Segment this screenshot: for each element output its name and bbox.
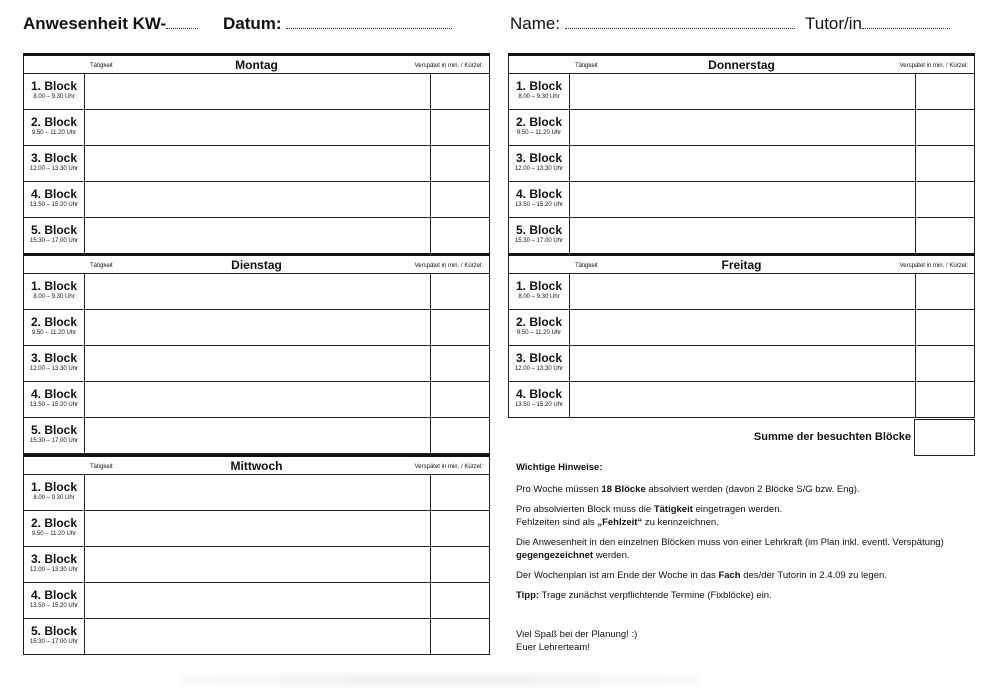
day-section-freitag [508,253,975,418]
late-field[interactable] [916,346,975,382]
block-label-cell [24,274,85,310]
block-name: 4. Block [30,187,78,201]
table-row [24,511,490,547]
note-emphasis: Fach [718,570,741,581]
table-row [24,274,490,310]
summary-total-field[interactable] [914,419,975,456]
note-countersign [516,536,956,562]
activity-field[interactable] [570,310,916,346]
block-time: 15.30 – 17.00 Uhr [29,438,79,444]
block-name: 4. Block [30,387,78,401]
block-time: 12.00 – 13.30 Uhr [514,366,564,372]
block-label-cell [24,74,85,110]
block-name: 2. Block [30,315,78,329]
datum-label: Datum: [223,14,282,33]
activity-field[interactable] [85,382,431,418]
table-row [24,547,490,583]
table-row [509,110,975,146]
block-name: 2. Block [515,115,563,129]
late-field[interactable] [431,146,490,182]
activity-field[interactable] [85,146,431,182]
activity-column-label: Tätigkeit [90,63,113,69]
late-field[interactable] [431,547,490,583]
block-label-cell [24,475,85,511]
late-field[interactable] [431,475,490,511]
late-field[interactable] [431,619,490,655]
late-field[interactable] [431,218,490,254]
late-column-label: Verspätet in min. / Kürzel: [414,63,483,69]
block-time: 15.30 – 17.00 Uhr [29,639,79,645]
block-label-cell [509,310,570,346]
activity-field[interactable] [85,619,431,655]
notes-section [516,461,956,654]
datum-header [223,14,452,34]
block-time: 12.00 – 13.30 Uhr [29,366,79,372]
tutor-label: Tutor/in [805,14,863,33]
block-name: 1. Block [30,480,78,494]
kw-label: Anwesenheit KW- [23,14,167,33]
block-label-cell [24,146,85,182]
day-header-donnerstag [508,56,975,73]
late-field[interactable] [431,511,490,547]
late-column-label: Verspätet in min. / Kürzel: [414,464,483,470]
block-label-cell [24,547,85,583]
activity-column-label: Tätigkeit [90,464,113,470]
note-tip [516,589,956,602]
block-time: 13.50 – 15.20 Uhr [514,402,564,408]
late-column-label: Verspätet in min. / Kürzel: [899,263,968,269]
late-field[interactable] [431,583,490,619]
late-field[interactable] [916,182,975,218]
table-row [509,382,975,418]
block-label-cell [509,110,570,146]
block-label-cell [24,218,85,254]
note-text: Pro Woche müssen [516,484,602,495]
day-section-dienstag [23,253,490,454]
block-label-cell [24,418,85,454]
block-label-cell [24,583,85,619]
day-section-montag [23,53,490,254]
note-closing-2: Euer Lehrerteam! [516,642,590,653]
activity-field[interactable] [570,382,916,418]
block-label-cell [509,346,570,382]
block-time: 8.00 – 9.30 Uhr [518,294,560,300]
note-text: Fehlzeiten sind als [516,517,598,528]
activity-field[interactable] [85,310,431,346]
late-field[interactable] [916,310,975,346]
block-label-cell [24,110,85,146]
tutor-field[interactable] [862,14,950,29]
activity-field[interactable] [85,274,431,310]
activity-field[interactable] [570,182,916,218]
note-activity [516,503,956,529]
name-label: Name: [510,14,561,33]
late-field[interactable] [916,382,975,418]
day-name: Freitag [721,258,762,272]
block-time: 9.50 – 11.20 Uhr [31,531,77,537]
block-label-cell [24,310,85,346]
table-row [24,182,490,218]
block-name: 3. Block [30,552,78,566]
late-field[interactable] [916,274,975,310]
note-text: Pro absolvierten Block muss die [516,504,654,515]
late-column-label: Verspätet in min. / Kürzel: [899,63,968,69]
block-label-cell [509,382,570,418]
note-emphasis: Tipp: [516,590,540,601]
day-section-mittwoch [23,454,490,655]
late-field[interactable] [431,346,490,382]
day-section-donnerstag [508,53,975,254]
late-field[interactable] [431,74,490,110]
table-row [509,146,975,182]
note-emphasis: 18 Blöcke [601,484,646,495]
block-name: 4. Block [515,387,563,401]
activity-field[interactable] [85,418,431,454]
block-label-cell [509,182,570,218]
block-name: 3. Block [30,351,78,365]
table-row [24,74,490,110]
late-field[interactable] [916,218,975,254]
block-name: 5. Block [515,223,563,237]
table-row [509,218,975,254]
kw-field[interactable] [166,14,198,29]
late-column-label: Verspätet in min. / Kürzel: [414,263,483,269]
day-header-freitag [508,256,975,273]
table-row [509,274,975,310]
note-closing-1: Viel Spaß bei der Planung! :) [516,629,638,640]
block-label-cell [24,619,85,655]
table-row [509,182,975,218]
block-time: 13.50 – 15.20 Uhr [514,202,564,208]
block-time: 9.50 – 11.20 Uhr [31,130,77,136]
note-text: zu kennzeichnen. [642,517,719,528]
block-table-freitag [508,273,975,418]
block-label-cell [509,274,570,310]
block-table-donnerstag [508,73,975,254]
table-row [24,218,490,254]
block-table-dienstag [23,273,490,454]
block-time: 15.30 – 17.00 Uhr [29,238,79,244]
block-name: 2. Block [30,516,78,530]
table-row [24,110,490,146]
summary-label: Summe der besuchten Blöcke [753,431,911,443]
block-time: 9.50 – 11.20 Uhr [31,330,77,336]
block-time: 12.00 – 13.30 Uhr [514,166,564,172]
table-row [24,619,490,655]
datum-field[interactable] [286,14,452,29]
page-shadow [180,672,700,688]
block-time: 8.00 – 9.30 Uhr [518,94,560,100]
block-name: 1. Block [515,79,563,93]
activity-field[interactable] [85,218,431,254]
block-time: 13.50 – 15.20 Uhr [29,202,79,208]
activity-column-label: Tätigkeit [90,263,113,269]
block-table-mittwoch [23,474,490,655]
block-name: 4. Block [30,588,78,602]
block-name: 1. Block [30,279,78,293]
block-time: 9.50 – 11.20 Uhr [516,330,562,336]
note-emphasis: gegengezeichnet [516,550,594,561]
block-name: 1. Block [30,79,78,93]
block-time: 12.00 – 13.30 Uhr [29,166,79,172]
block-label-cell [509,218,570,254]
kw-header [23,14,198,34]
block-label-cell [24,182,85,218]
day-name: Montag [235,58,278,72]
activity-field[interactable] [570,74,916,110]
block-time: 13.50 – 15.20 Uhr [29,603,79,609]
note-text: werden. [593,550,630,561]
note-emphasis: Tätigkeit [653,504,693,515]
block-time: 13.50 – 15.20 Uhr [29,402,79,408]
note-text: des/der Tutorin in 2.4.09 zu legen. [740,570,887,581]
activity-field[interactable] [570,146,916,182]
name-field[interactable] [565,14,795,29]
note-text: Die Anwesenheit in den einzelnen Blöcken muss von einer Lehrkraft (im Plan inkl. eventl. Verspätung) [516,537,944,548]
tutor-header [805,14,950,34]
block-name: 2. Block [515,315,563,329]
block-name: 3. Block [30,151,78,165]
note-emphasis: „Fehlzeit“ [597,517,643,528]
activity-field[interactable] [85,74,431,110]
block-name: 3. Block [515,351,563,365]
block-label-cell [24,511,85,547]
table-row [24,382,490,418]
late-field[interactable] [916,146,975,182]
block-label-cell [509,146,570,182]
day-header-mittwoch [23,457,490,474]
note-submission [516,569,956,582]
summary-row [508,419,975,455]
block-time: 12.00 – 13.30 Uhr [29,567,79,573]
table-row [24,146,490,182]
notes-title: Wichtige Hinweise: [516,462,603,473]
table-row [24,418,490,454]
block-label-cell [24,346,85,382]
day-name: Donnerstag [708,58,775,72]
note-text: eingetragen werden. [692,504,783,515]
note-text: Trage zunächst verpflichtende Termine (Fixblöcke) ein. [539,590,772,601]
activity-field[interactable] [85,583,431,619]
late-field[interactable] [431,274,490,310]
late-field[interactable] [431,310,490,346]
day-header-dienstag [23,256,490,273]
day-name: Mittwoch [230,459,283,473]
block-label-cell [24,382,85,418]
table-row [24,310,490,346]
late-field[interactable] [431,182,490,218]
late-field[interactable] [916,110,975,146]
activity-field[interactable] [570,218,916,254]
late-field[interactable] [431,418,490,454]
block-name: 5. Block [30,624,78,638]
block-table-montag [23,73,490,254]
table-row [509,346,975,382]
name-header [510,14,795,34]
block-time: 8.00 – 9.30 Uhr [33,94,75,100]
activity-column-label: Tätigkeit [575,263,598,269]
block-time: 9.50 – 11.20 Uhr [516,130,562,136]
activity-field[interactable] [85,110,431,146]
block-label-cell [509,74,570,110]
table-row [509,310,975,346]
table-row [24,475,490,511]
activity-field[interactable] [85,547,431,583]
activity-field[interactable] [85,475,431,511]
day-header-montag [23,56,490,73]
table-row [24,346,490,382]
activity-field[interactable] [570,110,916,146]
activity-field[interactable] [570,274,916,310]
late-field[interactable] [431,382,490,418]
table-row [24,583,490,619]
block-name: 2. Block [30,115,78,129]
block-name: 3. Block [515,151,563,165]
block-name: 4. Block [515,187,563,201]
block-name: 1. Block [515,279,563,293]
block-name: 5. Block [30,223,78,237]
block-name: 5. Block [30,423,78,437]
block-time: 8.00 – 9.30 Uhr [33,294,75,300]
activity-field[interactable] [85,182,431,218]
note-blocks [516,483,956,496]
note-text: Der Wochenplan ist am Ende der Woche in das [516,570,719,581]
activity-column-label: Tätigkeit [575,63,598,69]
day-name: Dienstag [231,258,282,272]
late-field[interactable] [916,74,975,110]
late-field[interactable] [431,110,490,146]
block-time: 15.30 – 17.00 Uhr [514,238,564,244]
note-text: absolviert werden (davon 2 Blöcke S/G bzw. Eng). [645,484,860,495]
activity-field[interactable] [85,511,431,547]
block-time: 8.00 – 9.30 Uhr [33,495,75,501]
activity-field[interactable] [570,346,916,382]
table-row [509,74,975,110]
activity-field[interactable] [85,346,431,382]
